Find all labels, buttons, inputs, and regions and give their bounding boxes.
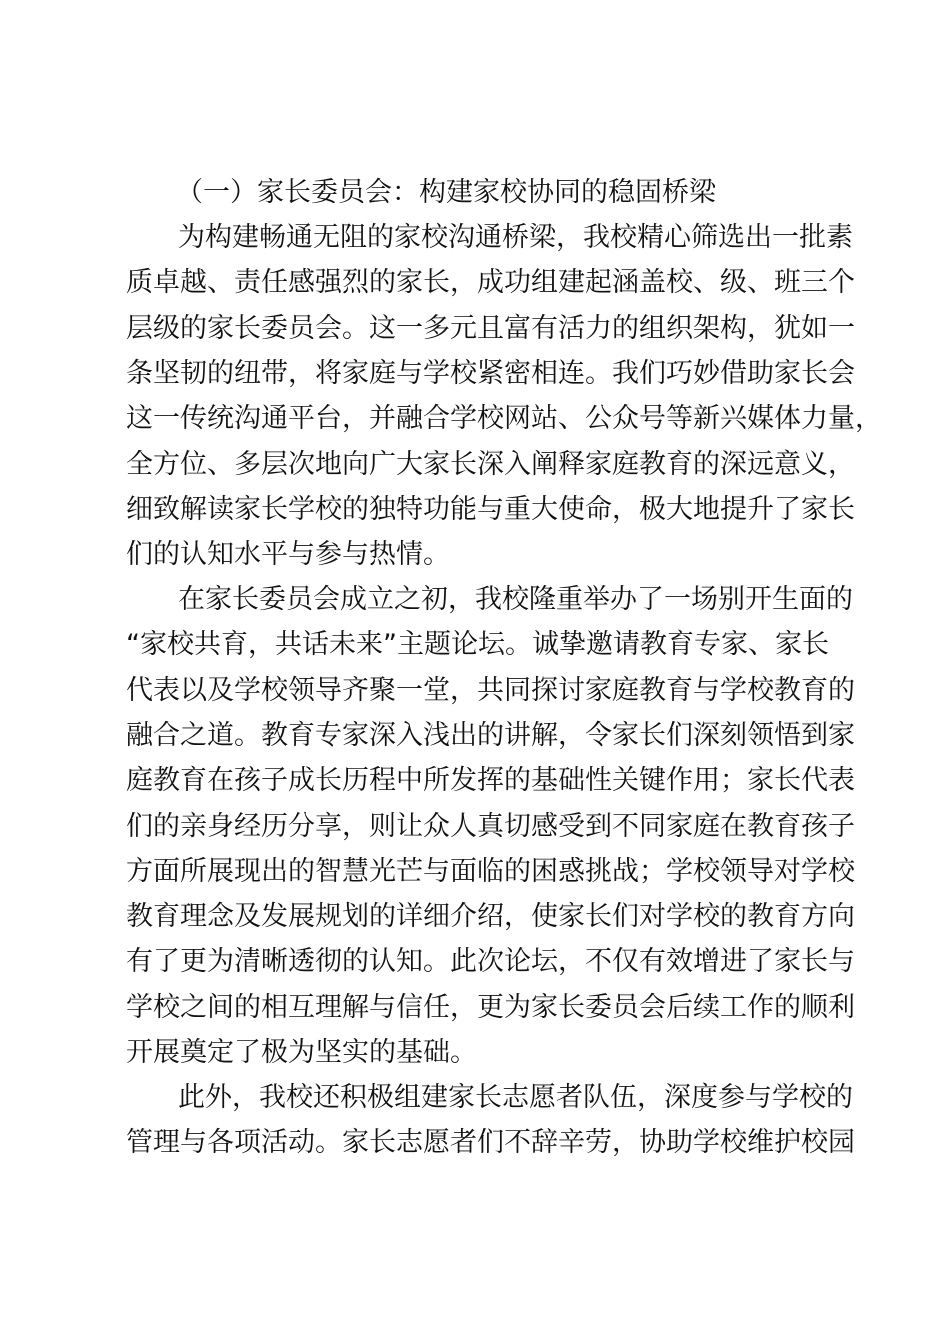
text-line: 开展奠定了极为坚实的基础。	[126, 1037, 477, 1068]
text-line: 此外，我校还积极组建家长志愿者队伍，深度参与学校的	[178, 1082, 853, 1113]
text-line: 这一传统沟通平台，并融合学校网站、公众号等新兴媒体力量，	[126, 403, 882, 434]
text-line: 们的亲身经历分享，则让众人真切感受到不同家庭在教育孩子	[126, 811, 855, 842]
text-line: 层级的家长委员会。这一多元且富有活力的组织架构，犹如一	[126, 313, 855, 344]
text-line: 庭教育在孩子成长历程中所发挥的基础性关键作用；家长代表	[126, 765, 855, 796]
text-line: 们的认知水平与参与热情。	[126, 539, 450, 570]
text-line: 管理与各项活动。家长志愿者们不辞辛劳，协助学校维护校园	[126, 1127, 855, 1158]
text-line: 质卓越、责任感强烈的家长，成功组建起涵盖校、级、班三个	[126, 267, 855, 298]
text-line: 为构建畅通无阻的家校沟通桥梁，我校精心筛选出一批素	[178, 222, 853, 253]
text-line: 在家长委员会成立之初，我校隆重举办了一场别开生面的	[178, 584, 853, 615]
text-line: 有了更为清晰透彻的认知。此次论坛，不仅有效增进了家长与	[126, 946, 855, 977]
text-line: 方面所展现出的智慧光芒与面临的困惑挑战；学校领导对学校	[126, 856, 855, 887]
text-line: 代表以及学校领导齐聚一堂，共同探讨家庭教育与学校教育的	[126, 675, 855, 706]
section-heading: （一）家长委员会：构建家校协同的稳固桥梁	[176, 177, 716, 208]
text-line: 学校之间的相互理解与信任，更为家长委员会后续工作的顺利	[126, 992, 855, 1023]
text-line: 细致解读家长学校的独特功能与重大使命，极大地提升了家长	[126, 494, 855, 525]
text-line: 教育理念及发展规划的详细介绍，使家长们对学校的教育方向	[126, 901, 855, 932]
text-line: 融合之道。教育专家深入浅出的讲解，令家长们深刻领悟到家	[126, 720, 855, 751]
text-line: “家校共育，共话未来”主题论坛。诚挚邀请教育专家、家长	[126, 629, 829, 660]
text-line: 条坚韧的纽带，将家庭与学校紧密相连。我们巧妙借助家长会	[126, 358, 855, 389]
text-line: 全方位、多层次地向广大家长深入阐释家庭教育的深远意义，	[126, 449, 855, 480]
